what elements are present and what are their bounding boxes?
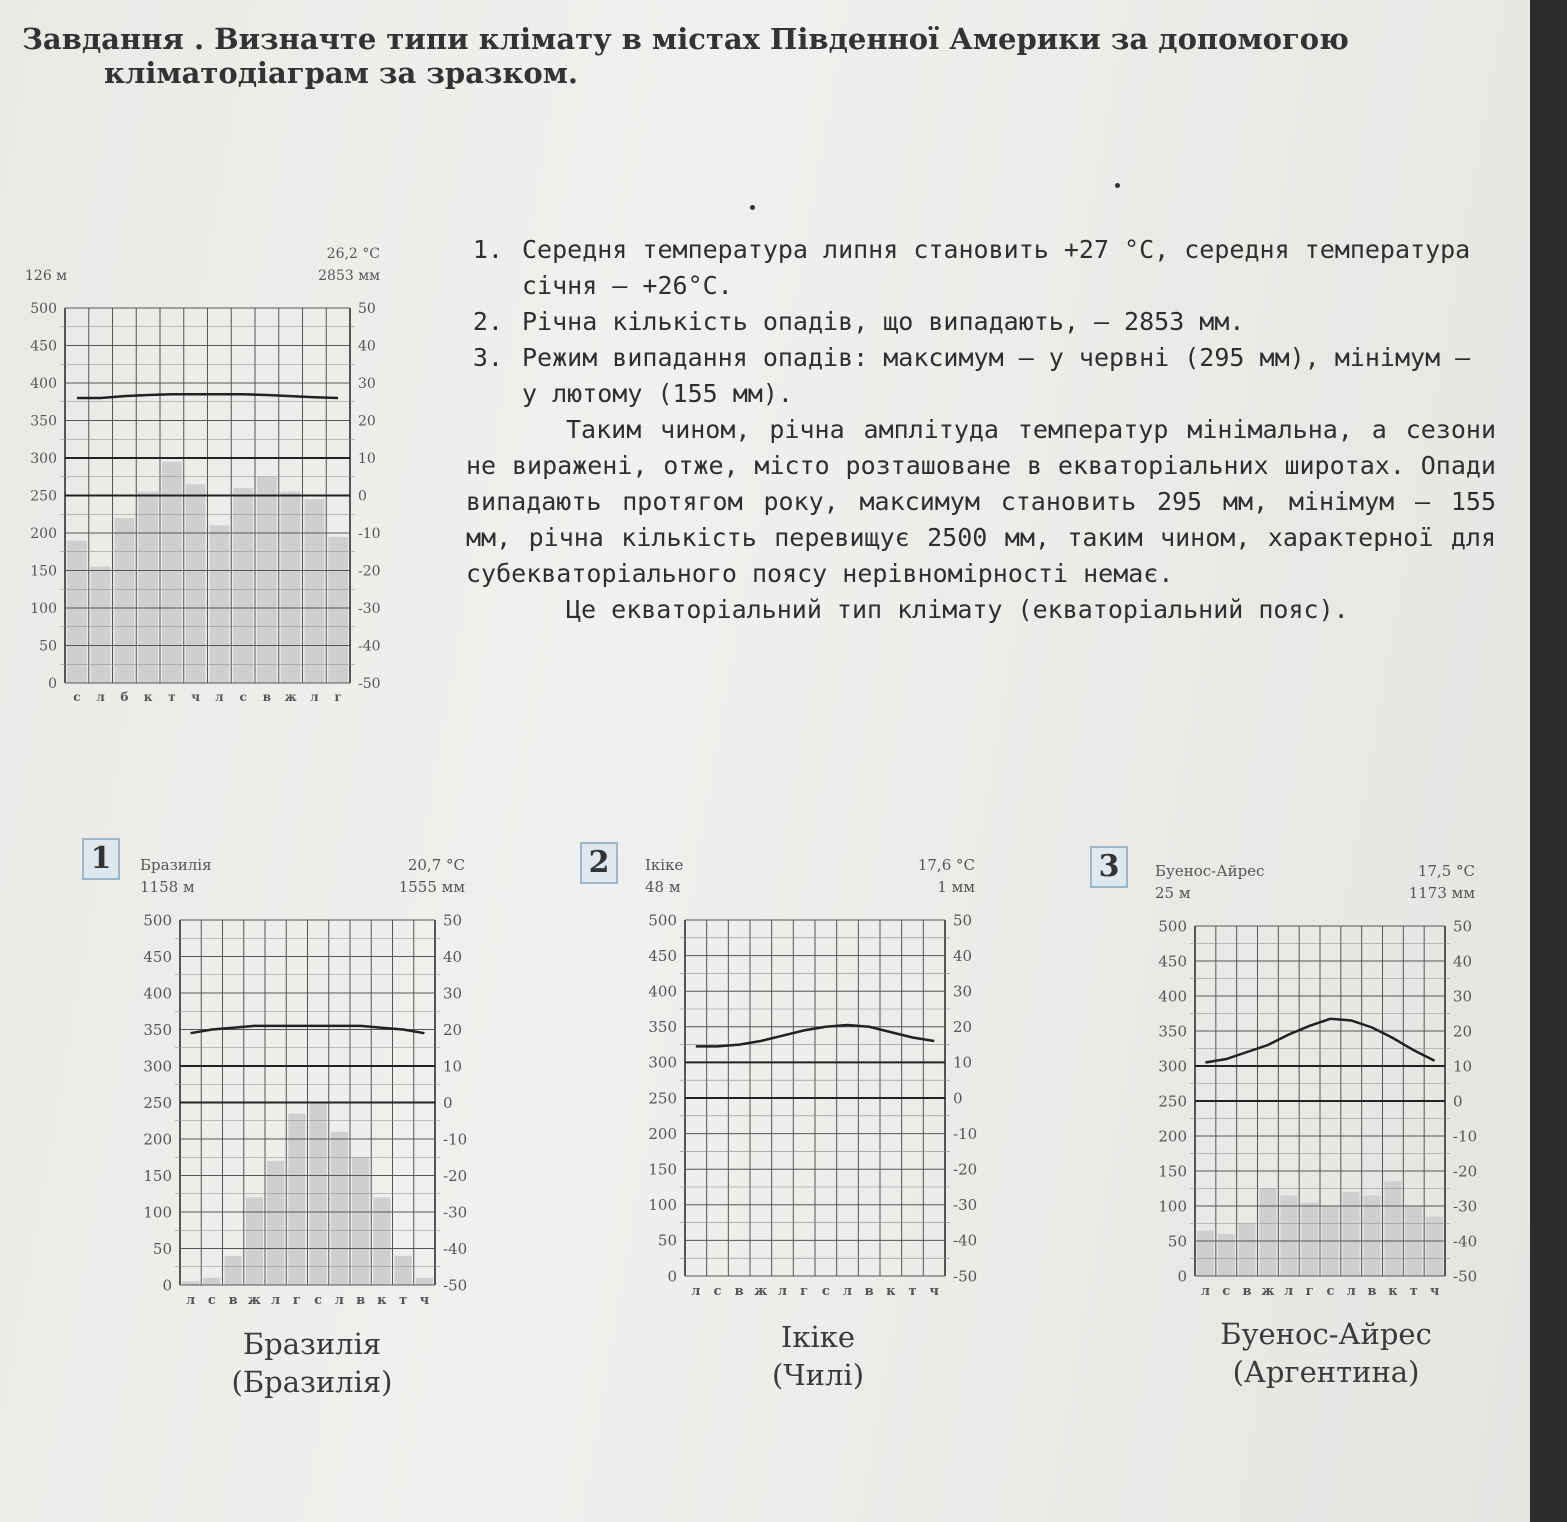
precipitation-bar (1301, 1203, 1318, 1277)
temp-tick-label: 30 (953, 982, 973, 1001)
mean-temperature: 17,6 °С (917, 856, 975, 874)
station-name: Ікіке (645, 856, 684, 874)
temp-tick-label: 0 (1453, 1092, 1463, 1111)
answer-item-1: 1. Середня температура липня становить +27 °С, середня температура січня — +26°С. (518, 232, 1496, 304)
temp-tick-label: -30 (1453, 1197, 1478, 1216)
chart-number-box: 3 (1090, 846, 1128, 888)
precipitation-bar (416, 1278, 433, 1285)
month-label: л (215, 690, 224, 704)
temp-tick-label: -40 (1453, 1232, 1478, 1251)
precip-tick-label: 500 (648, 911, 677, 930)
precip-tick-label: 500 (30, 300, 57, 317)
annual-precipitation: 1 мм (937, 878, 975, 896)
precipitation-bar (328, 537, 348, 683)
precip-tick-label: 250 (648, 1089, 677, 1108)
task-title-line-2: кліматодіаграм за зразком. (104, 56, 579, 90)
precipitation-bar (182, 1281, 199, 1285)
precipitation-bar (1197, 1231, 1214, 1277)
mean-temperature: 26,2 °С (326, 246, 380, 262)
precip-tick-label: 250 (1158, 1092, 1187, 1111)
temp-tick-label: -40 (358, 638, 381, 655)
month-label: в (1242, 1284, 1252, 1299)
month-label: л (1346, 1284, 1356, 1299)
annual-precipitation: 1173 мм (1408, 884, 1475, 902)
month-label: ч (1429, 1284, 1440, 1299)
precip-tick-label: 200 (1158, 1127, 1187, 1146)
climate-chart-sample (20, 230, 420, 710)
precipitation-bar (1426, 1217, 1443, 1277)
precip-tick-label: 150 (30, 563, 57, 580)
precip-tick-label: 100 (30, 600, 57, 617)
month-label: л (691, 1284, 701, 1299)
temp-tick-label: 20 (358, 413, 376, 430)
temp-tick-label: 30 (443, 984, 463, 1003)
precipitation-bar (1218, 1234, 1235, 1276)
precipitation-bar (373, 1197, 390, 1285)
precip-tick-label: 0 (162, 1276, 172, 1295)
precip-tick-label: 100 (648, 1196, 677, 1215)
annual-precipitation: 2853 мм (318, 268, 380, 284)
temp-tick-label: -20 (953, 1160, 978, 1179)
precip-tick-label: 100 (143, 1203, 172, 1222)
temp-tick-label: -10 (443, 1130, 468, 1149)
precipitation-bar (1239, 1224, 1256, 1277)
precip-tick-label: 350 (143, 1020, 172, 1039)
precipitation-bar (67, 541, 87, 684)
temp-tick-label: 0 (953, 1089, 963, 1108)
month-label: с (1326, 1284, 1335, 1299)
temp-tick-label: -30 (953, 1196, 978, 1215)
answer-paragraph: Таким чином, річна амплітуда температур мінімальна, а сезони не виражені, отже, місто розташоване в екваторіальних широтах. Опади випадають протягом року, максимум становить 295 мм, мінімум — 155 мм, річна кількість перевищує 2500 мм, таким чином, характерної для субекваторіального поясу нерівномірності немає. (466, 415, 1496, 588)
month-label: г (292, 1293, 301, 1308)
caption-city: Буенос-Айрес (1220, 1317, 1432, 1351)
precipitation-bar (246, 1197, 263, 1285)
temp-tick-label: 20 (1453, 1022, 1473, 1041)
precip-tick-label: 50 (152, 1239, 172, 1258)
temp-tick-label: -20 (443, 1166, 468, 1185)
temp-tick-label: 50 (1453, 917, 1473, 936)
precipitation-bar (91, 567, 111, 683)
caption-country: (Бразилія) (231, 1365, 393, 1399)
precip-tick-label: 150 (1158, 1162, 1187, 1181)
precipitation-bar (1280, 1196, 1297, 1277)
task-title (22, 22, 1442, 90)
precip-tick-label: 200 (30, 525, 57, 542)
month-label: л (186, 1293, 196, 1308)
precipitation-bar (1260, 1189, 1277, 1277)
temp-tick-label: -10 (953, 1124, 978, 1143)
precip-tick-label: 450 (648, 946, 677, 965)
precip-tick-label: 350 (30, 413, 57, 430)
month-label: ж (1261, 1284, 1275, 1299)
precipitation-bar (203, 1278, 220, 1285)
temp-tick-label: -40 (443, 1239, 468, 1258)
temp-tick-label: -20 (1453, 1162, 1478, 1181)
answer-item-3: 3. Режим випадання опадів: максимум — у червні (295 мм), мінімум — у лютому (155 мм). (518, 340, 1496, 412)
chart-number-box: 2 (580, 842, 618, 884)
precipitation-bar (305, 499, 325, 683)
month-label: в (262, 690, 272, 704)
precip-tick-label: 400 (30, 375, 57, 392)
month-label: б (120, 690, 129, 704)
climatogram (620, 842, 1010, 1312)
month-label: в (228, 1293, 238, 1308)
station-elevation: 126 м (25, 268, 68, 284)
month-label: л (310, 690, 319, 704)
climatogram (20, 230, 420, 710)
month-label: к (1388, 1284, 1398, 1299)
precip-tick-label: 50 (657, 1231, 677, 1250)
temp-tick-label: 20 (953, 1018, 973, 1037)
mean-temperature: 20,7 °С (407, 856, 465, 874)
precip-tick-label: 50 (1167, 1232, 1187, 1251)
month-label: с (207, 1293, 216, 1308)
station-name: Бразилія (140, 856, 212, 874)
temp-tick-label: -30 (358, 600, 381, 617)
station-elevation: 48 м (645, 878, 681, 896)
precip-tick-label: 300 (30, 450, 57, 467)
precipitation-bar (225, 1256, 242, 1285)
precip-tick-label: 250 (143, 1093, 172, 1112)
temp-tick-label: 0 (443, 1093, 453, 1112)
month-label: л (1200, 1284, 1211, 1299)
precipitation-bar (115, 518, 135, 683)
temp-tick-label: 20 (443, 1020, 463, 1039)
precip-tick-label: 0 (48, 675, 57, 692)
month-label: к (143, 690, 153, 704)
month-label: ч (191, 690, 201, 704)
temp-tick-label: 50 (358, 300, 376, 317)
month-label: т (399, 1293, 408, 1308)
precip-tick-label: 300 (648, 1053, 677, 1072)
precip-tick-label: 150 (143, 1166, 172, 1185)
precip-tick-label: 450 (1158, 952, 1187, 971)
climatogram (120, 838, 510, 1318)
climate-chart-iquique (620, 842, 1010, 1312)
month-label: ж (754, 1284, 768, 1299)
precipitation-bar (138, 492, 158, 683)
answer-list (466, 232, 1496, 412)
temp-tick-label: -30 (443, 1203, 468, 1222)
precip-tick-label: 250 (30, 488, 57, 505)
precip-tick-label: 300 (143, 1057, 172, 1076)
month-label: с (1222, 1284, 1231, 1299)
temp-tick-label: -40 (953, 1231, 978, 1250)
precipitation-bar (352, 1157, 369, 1285)
precip-tick-label: 400 (143, 984, 172, 1003)
month-label: к (377, 1293, 387, 1308)
month-label: л (1284, 1284, 1294, 1299)
temp-tick-label: 40 (1453, 952, 1473, 971)
temp-tick-label: 10 (953, 1053, 973, 1072)
month-label: г (334, 690, 342, 704)
precip-tick-label: 500 (1158, 917, 1187, 936)
print-speck (1115, 183, 1120, 188)
precipitation-bar (257, 477, 277, 683)
temp-tick-label: 30 (1453, 987, 1473, 1006)
month-label: л (334, 1293, 344, 1308)
month-label: с (314, 1293, 323, 1308)
month-label: л (842, 1284, 853, 1299)
answer-conclusion: Це екваторіальний тип клімату (екваторіальний пояс). (566, 595, 1349, 624)
temp-tick-label: -20 (358, 563, 381, 580)
sample-answer (466, 232, 1496, 628)
month-label: г (1305, 1284, 1314, 1299)
station-elevation: 1158 м (140, 878, 195, 896)
temp-tick-label: -10 (358, 525, 381, 542)
precipitation-bar (331, 1132, 348, 1285)
precipitation-bar (267, 1161, 284, 1285)
caption-country: (Чилі) (771, 1358, 865, 1392)
month-label: в (734, 1284, 744, 1299)
chart-caption (162, 1325, 462, 1401)
month-label: к (886, 1284, 896, 1299)
month-label: с (821, 1284, 830, 1299)
precipitation-bar (233, 488, 253, 683)
precip-tick-label: 50 (39, 638, 57, 655)
month-label: в (864, 1284, 874, 1299)
month-label: ч (929, 1284, 939, 1299)
precip-tick-label: 0 (667, 1267, 677, 1286)
month-label: л (96, 690, 105, 704)
month-label: г (800, 1284, 809, 1299)
month-label: л (271, 1293, 281, 1308)
month-label: ж (247, 1293, 261, 1308)
temp-tick-label: -50 (358, 675, 381, 692)
precip-tick-label: 350 (648, 1018, 677, 1037)
precip-tick-label: 200 (143, 1130, 172, 1149)
month-label: т (168, 690, 176, 704)
precipitation-bar (395, 1256, 412, 1285)
climate-chart-buenos-aires (1130, 846, 1510, 1306)
month-label: с (73, 690, 81, 704)
precipitation-bar (1364, 1196, 1381, 1277)
temp-tick-label: 10 (358, 450, 376, 467)
temp-tick-label: -50 (1453, 1267, 1478, 1286)
month-label: с (239, 690, 247, 704)
station-elevation: 25 м (1155, 884, 1191, 902)
month-label: т (1409, 1284, 1418, 1299)
precip-tick-label: 300 (1158, 1057, 1187, 1076)
print-speck (750, 205, 755, 210)
precip-tick-label: 350 (1158, 1022, 1187, 1041)
precip-tick-label: 150 (648, 1160, 677, 1179)
temp-tick-label: -50 (953, 1267, 978, 1286)
precip-tick-label: 100 (1158, 1197, 1187, 1216)
chart-caption (668, 1318, 968, 1394)
month-label: ч (419, 1293, 430, 1308)
climatogram (1130, 846, 1510, 1306)
precip-tick-label: 200 (648, 1124, 677, 1143)
precip-tick-label: 450 (143, 947, 172, 966)
precipitation-bar (210, 526, 230, 684)
precip-tick-label: 0 (1177, 1267, 1187, 1286)
answer-item-2: 2. Річна кількість опадів, що випадають, — 2853 мм. (518, 304, 1496, 340)
month-label: т (908, 1284, 917, 1299)
temp-tick-label: 10 (443, 1057, 463, 1076)
chart-number-box: 1 (82, 838, 120, 880)
mean-temperature: 17,5 °С (1417, 862, 1475, 880)
temp-tick-label: 50 (953, 911, 973, 930)
climate-chart-brasilia (120, 838, 510, 1318)
temp-tick-label: 40 (358, 338, 376, 355)
temp-tick-label: -10 (1453, 1127, 1478, 1146)
precipitation-bar (1343, 1192, 1360, 1276)
month-label: ж (284, 690, 297, 704)
caption-country: (Аргентина) (1232, 1355, 1420, 1389)
temp-tick-label: -50 (443, 1276, 468, 1295)
month-label: в (356, 1293, 366, 1308)
precip-tick-label: 400 (648, 982, 677, 1001)
temp-tick-label: 0 (358, 488, 367, 505)
precip-tick-label: 400 (1158, 987, 1187, 1006)
temp-tick-label: 40 (443, 947, 463, 966)
temp-tick-label: 50 (443, 911, 463, 930)
precipitation-bar (1385, 1182, 1402, 1277)
month-label: в (1367, 1284, 1377, 1299)
chart-caption (1176, 1315, 1476, 1391)
station-name: Буенос-Айрес (1155, 862, 1265, 880)
temp-tick-label: 10 (1453, 1057, 1473, 1076)
temp-tick-label: 40 (953, 946, 973, 965)
task-title-line-1: Завдання . Визначте типи клімату в містах Південної Америки за допомогою (22, 22, 1349, 56)
annual-precipitation: 1555 мм (398, 878, 465, 896)
month-label: с (713, 1284, 722, 1299)
precipitation-bar (281, 492, 301, 683)
month-label: л (777, 1284, 788, 1299)
precip-tick-label: 450 (30, 338, 57, 355)
caption-city: Бразилія (242, 1327, 382, 1361)
temp-tick-label: 30 (358, 375, 376, 392)
caption-city: Ікіке (780, 1320, 856, 1354)
precip-tick-label: 500 (143, 911, 172, 930)
